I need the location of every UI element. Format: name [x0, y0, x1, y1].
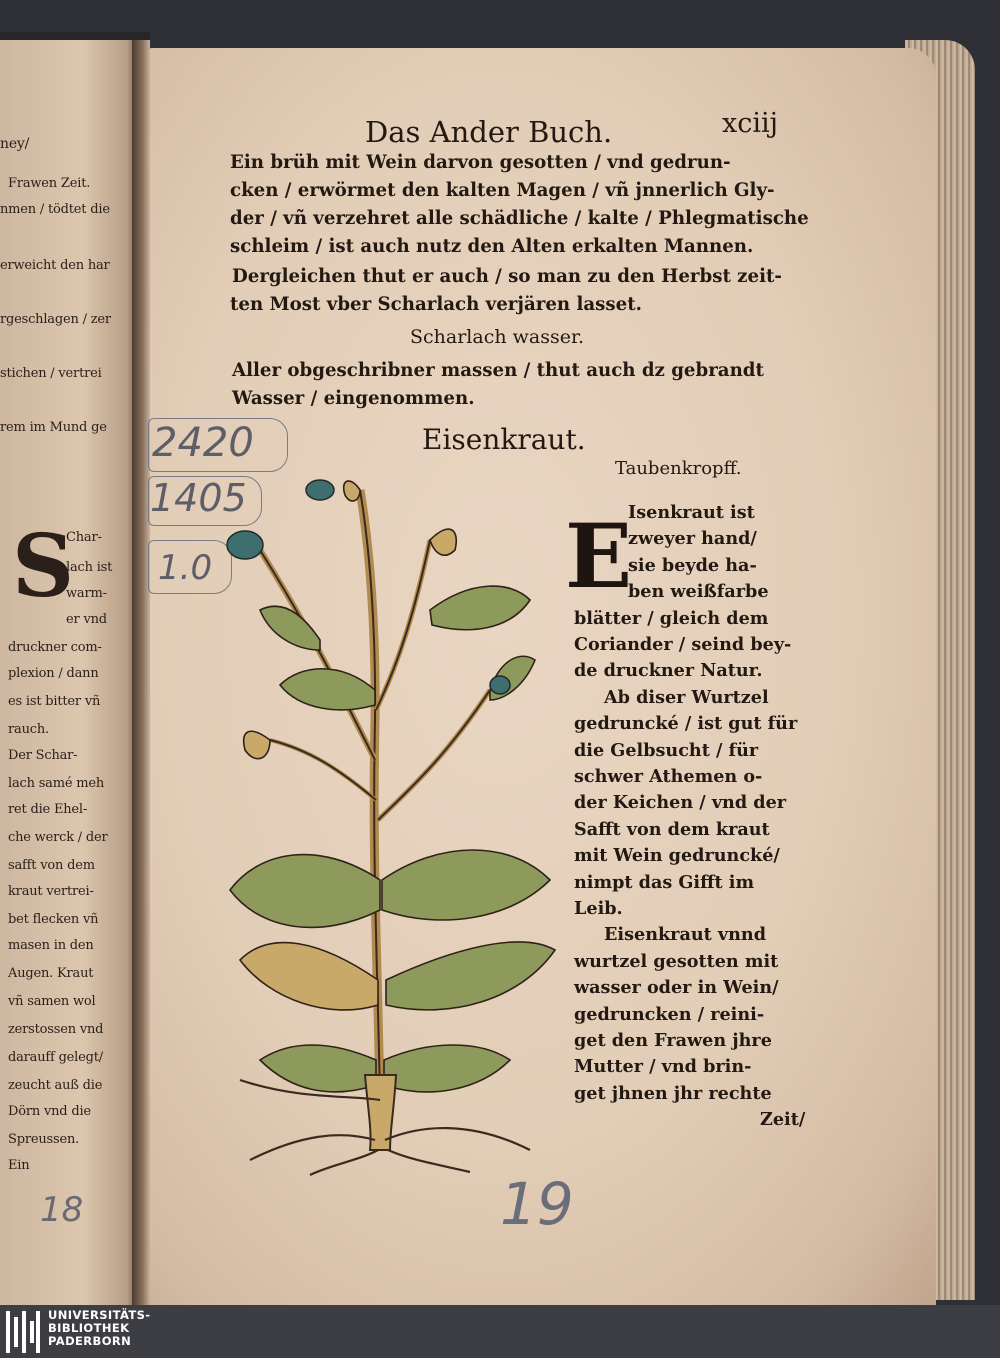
column-line: blätter / gleich dem: [574, 607, 769, 629]
shelfmark-1: 2420: [152, 420, 254, 466]
running-header: Das Ander Buch.: [365, 115, 613, 149]
left-column-line: Ein: [8, 1158, 30, 1173]
body-line: cken / erwörmet den kalten Magen / vñ jnnerlich Gly-: [230, 180, 775, 201]
left-column-line: Augen. Kraut: [8, 966, 94, 981]
left-page-line: Frawen Zeit.: [8, 176, 91, 191]
body-line: ten Most vber Scharlach verjären lasset.: [230, 294, 642, 315]
shelfmark-3: 1.0: [158, 548, 213, 588]
column-line: Eisenkraut vnnd: [604, 924, 766, 946]
left-column-line: druckner com-: [8, 640, 102, 655]
column-line: Ab diser Wurtzel: [604, 686, 769, 708]
left-column-line: Der Schar-: [8, 748, 78, 763]
library-line-3: PADERBORN: [48, 1334, 132, 1348]
column-line: schwer Athemen o-: [574, 766, 763, 787]
left-pencil-page-number: 18: [40, 1190, 84, 1230]
left-column-line: ret die Ehel-: [8, 802, 88, 817]
column-line: der Keichen / vnd der: [574, 792, 787, 814]
left-column-line: kraut vertrei-: [8, 884, 94, 899]
column-line: wurtzel gesotten mit: [574, 950, 779, 972]
plant-subtitle: Taubenkropff.: [615, 458, 742, 479]
library-name: [48, 1309, 150, 1348]
left-column-line: es ist bitter vñ: [8, 694, 101, 709]
body-line: der / vñ verzehret alle schädliche / kalte / Phlegmatische: [230, 208, 809, 229]
left-column-line: Spreussen.: [8, 1132, 80, 1147]
plant-woodcut-illustration: [200, 460, 570, 1180]
left-column-line: Dörn vnd die: [8, 1104, 91, 1119]
column-line: gedruncké / ist gut für: [574, 713, 798, 735]
section-line: Wasser / eingenommen.: [232, 388, 475, 409]
library-line-2: BIBLIOTHEK: [48, 1321, 130, 1335]
column-line: zweyer hand/: [628, 528, 757, 550]
left-column-line: Char-: [66, 530, 102, 545]
section-heading: Scharlach wasser.: [410, 326, 584, 348]
column-line: de druckner Natur.: [574, 660, 763, 682]
column-line: Zeit/: [760, 1109, 806, 1131]
page-number: xciij: [722, 108, 778, 139]
book-gutter: [132, 40, 150, 1305]
left-page-line: ney/: [0, 136, 30, 152]
body-line: Ein brüh mit Wein darvon gesotten / vnd gedrun-: [230, 152, 731, 173]
left-column-line: che werck / der: [8, 830, 108, 845]
left-column-line: darauff gelegt/: [8, 1050, 103, 1065]
column-line: Safft von dem kraut: [574, 818, 770, 840]
left-column-line: safft von dem: [8, 858, 95, 873]
body-line: Dergleichen thut er auch / so man zu den Herbst zeit-: [232, 266, 782, 287]
left-page-line: nmen / tödtet die: [0, 202, 110, 217]
column-line: get den Frawen jhre: [574, 1030, 772, 1051]
column-line: Leib.: [574, 898, 623, 919]
column-line: nimpt das Gifft im: [574, 871, 755, 893]
left-column-line: lach ist: [66, 560, 113, 575]
left-column-line: plexion / dann: [8, 666, 99, 681]
body-line: schleim / ist auch nutz den Alten erkalten Mannen.: [230, 236, 754, 257]
column-line: wasser oder in Wein/: [574, 977, 779, 999]
library-line-1: UNIVERSITÄTS-: [48, 1308, 151, 1322]
column-line: gedruncken / reini-: [574, 1003, 765, 1025]
plant-title: Eisenkraut.: [422, 423, 586, 456]
column-line: Coriander / seind bey-: [574, 634, 792, 655]
column-line: die Gelbsucht / für: [574, 739, 759, 761]
left-column-line: lach samé meh: [8, 776, 105, 791]
column-line: get jhnen jhr rechte: [574, 1082, 772, 1104]
column-line: ben weißfarbe: [628, 581, 769, 603]
left-column-line: bet flecken vñ: [8, 912, 99, 927]
left-column-line: rauch.: [8, 722, 49, 737]
column-line: mit Wein gedruncké/: [574, 845, 780, 867]
left-column-line: warm-: [66, 586, 107, 601]
left-column-line: masen in den: [8, 938, 94, 953]
library-logo-icon: [6, 1311, 40, 1353]
drop-initial: E: [565, 504, 633, 608]
left-column-line: vñ samen wol: [8, 994, 96, 1009]
column-line: Mutter / vnd brin-: [574, 1056, 752, 1078]
column-line: sie beyde ha-: [628, 554, 757, 576]
left-page-line: rgeschlagen / zer: [0, 312, 111, 327]
left-column-line: zeucht auß die: [8, 1078, 103, 1093]
left-page-line: stichen / vertrei: [0, 366, 102, 381]
left-drop-initial: S: [12, 516, 75, 617]
section-line: Aller obgeschribner massen / thut auch dz gebrandt: [232, 360, 764, 381]
shelfmark-2: 1405: [150, 476, 247, 520]
column-line: Isenkraut ist: [628, 502, 755, 523]
left-column-line: zerstossen vnd: [8, 1022, 104, 1037]
left-page-line: erweicht den har: [0, 258, 110, 273]
left-page-line: rem im Mund ge: [0, 420, 107, 435]
right-pencil-page-number: 19: [500, 1170, 574, 1238]
left-column-line: er vnd: [66, 612, 107, 627]
